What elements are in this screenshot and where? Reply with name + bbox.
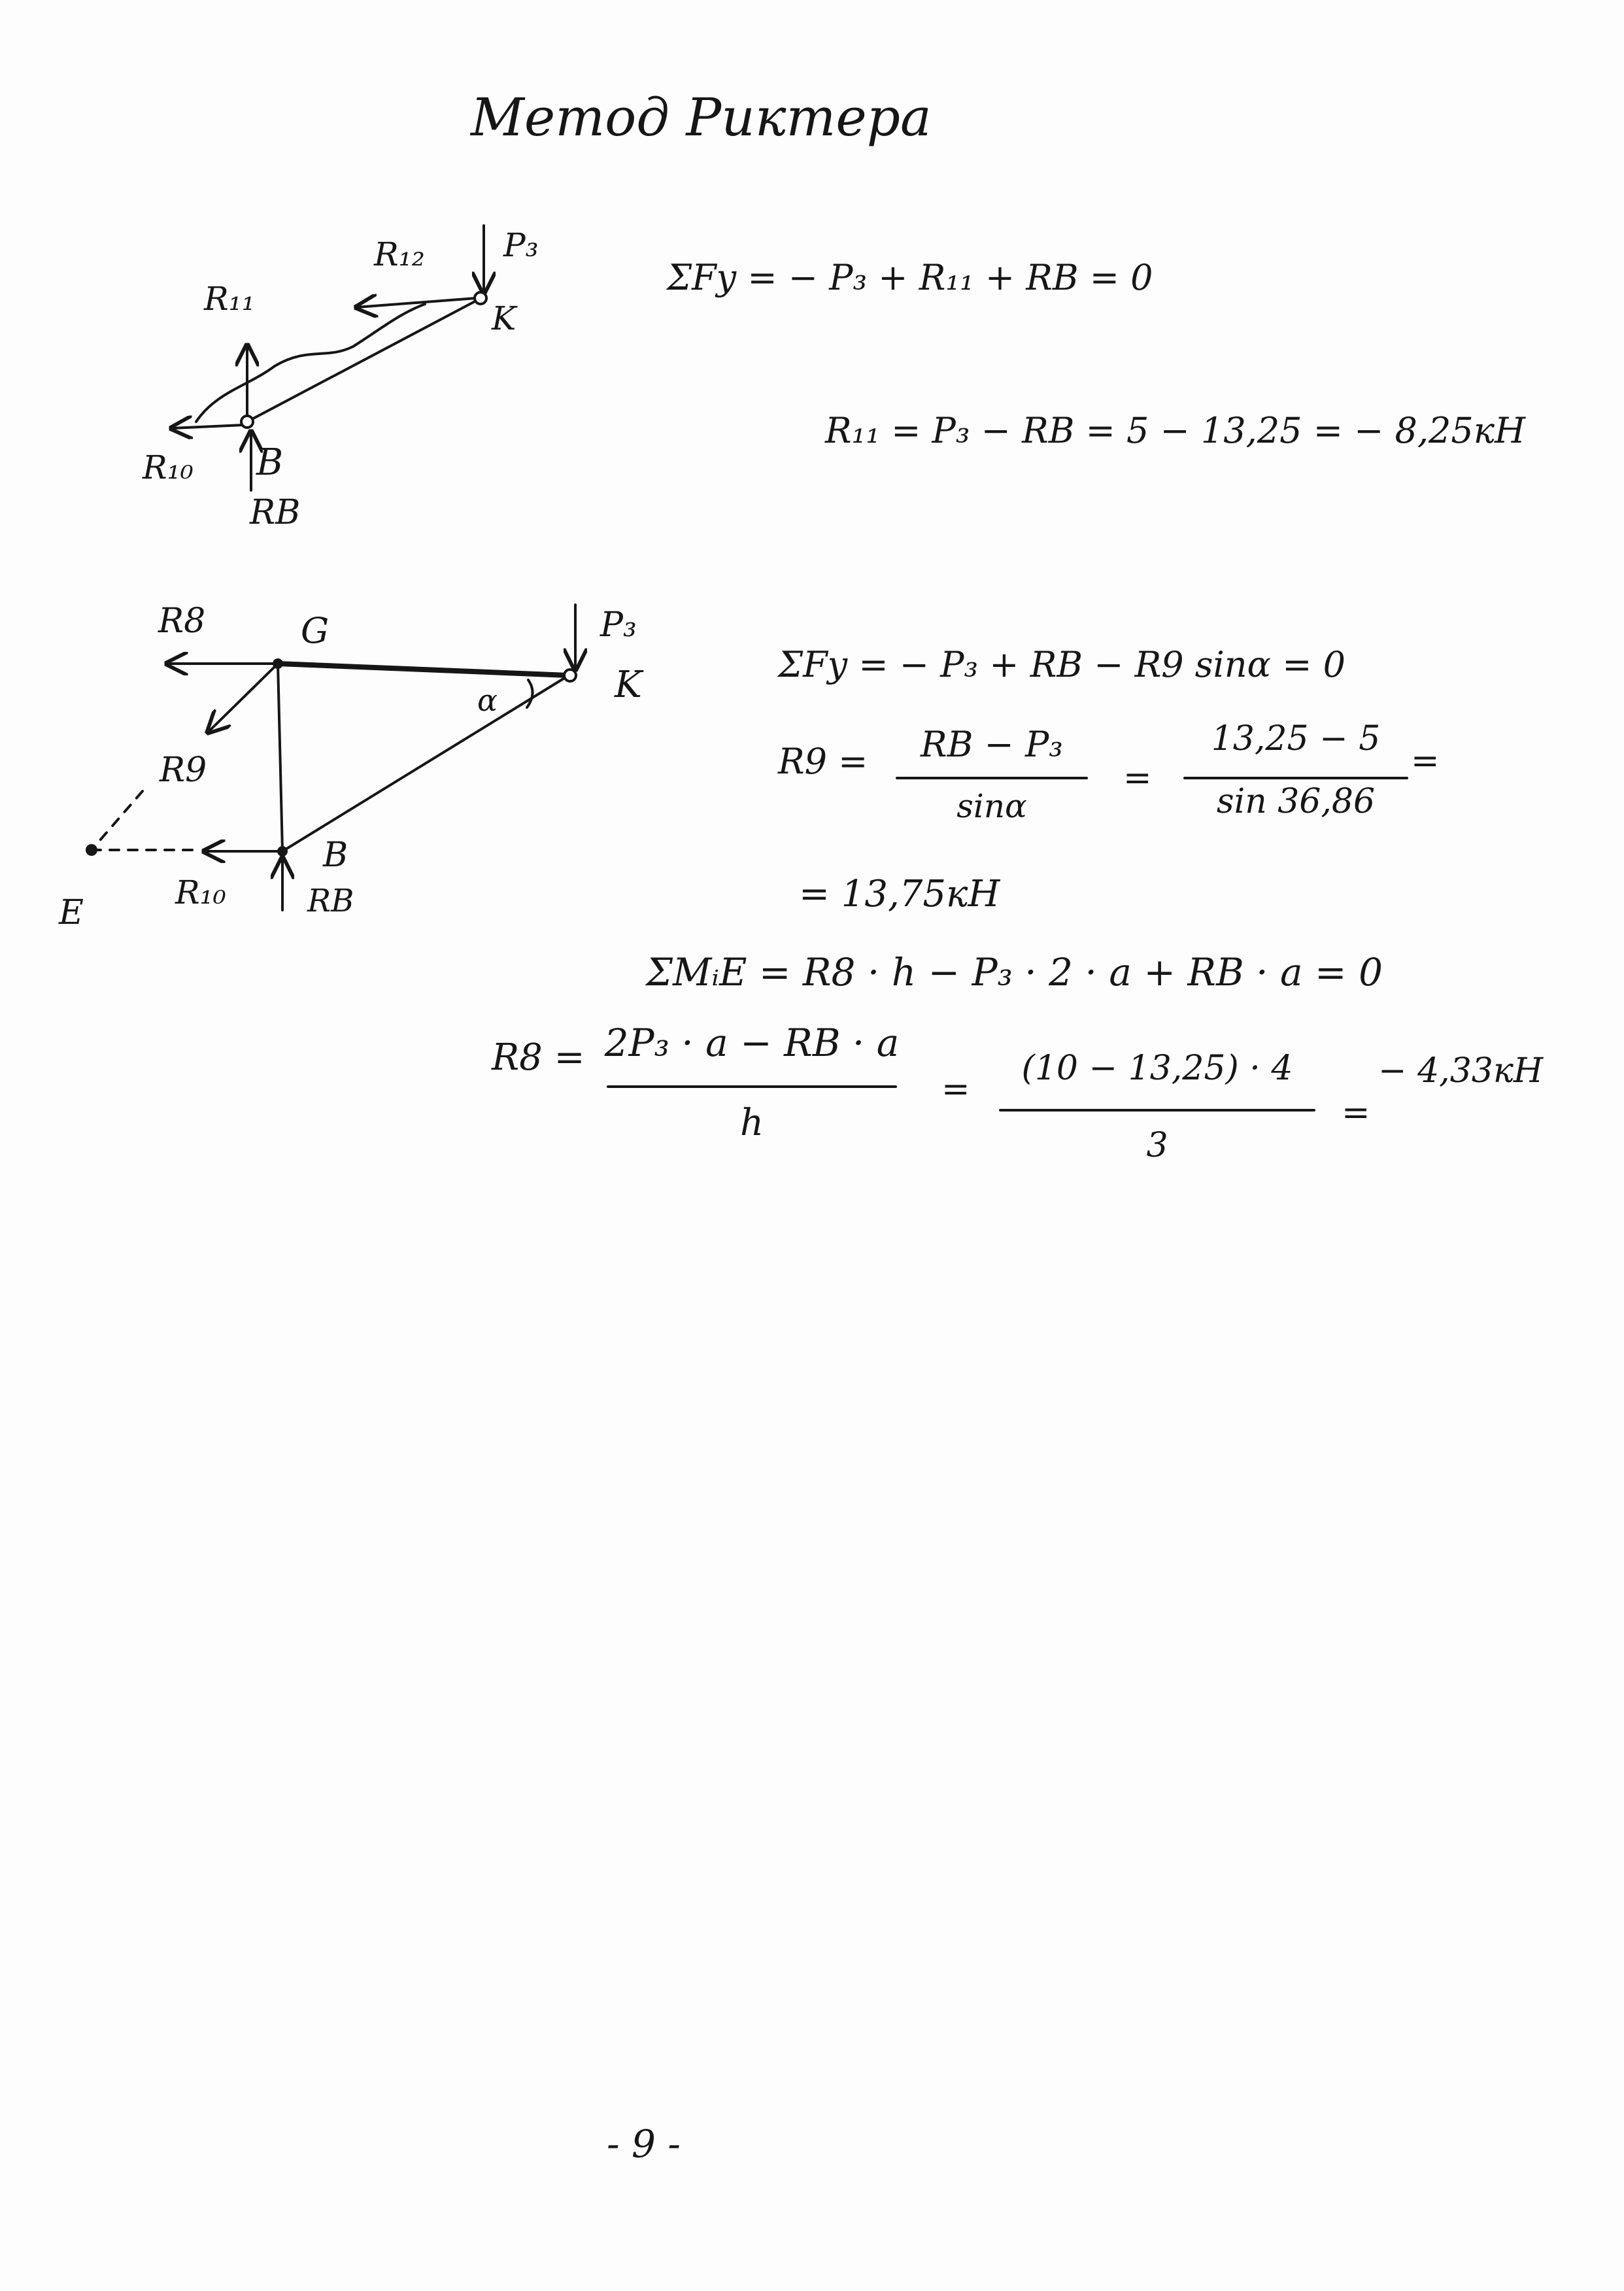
label-g: G	[301, 610, 330, 651]
angle-arc	[527, 680, 533, 707]
equation-r8-equals-2: =	[1342, 1093, 1370, 1132]
arrow-r10-1	[171, 425, 243, 428]
label-r10: R₁₀	[143, 449, 194, 486]
label-rb: RB	[307, 883, 354, 919]
equation-sum-fy-1: ΣFy = − P₃ + R₁₁ + RB = 0	[667, 257, 1153, 298]
page-number: - 9 -	[607, 2122, 681, 2166]
label-e: E	[59, 893, 84, 932]
fraction-r8-numerator: 2P₃ · a − RB · a	[604, 1021, 900, 1065]
node-k-1	[475, 292, 486, 304]
node-b-2	[277, 846, 288, 857]
equation-r11-result: R₁₁ = P₃ − RB = 5 − 13,25 = − 8,25кН	[825, 410, 1526, 451]
equation-sum-fy-2: ΣFy = − P₃ + RB − R9 sinα = 0	[778, 644, 1345, 685]
section-cut-line	[196, 304, 425, 422]
line-of-action-r9	[92, 791, 143, 850]
equation-r8-result: − 4,33кН	[1378, 1051, 1544, 1091]
label-r9: R9	[160, 751, 207, 790]
node-g	[273, 658, 283, 669]
member-g-b	[278, 664, 282, 851]
node-b-1	[241, 416, 253, 428]
member-g-k	[278, 664, 569, 675]
label-r8: R8	[158, 602, 206, 641]
fraction-r8-values-denominator: 3	[1146, 1126, 1168, 1165]
fraction-r9-values-numerator: 13,25 − 5	[1211, 719, 1381, 758]
fraction-r8-values-numerator: (10 − 13,25) · 4	[1021, 1049, 1293, 1088]
label-r10: R₁₀	[175, 874, 226, 911]
arrow-r9	[208, 664, 278, 732]
diagram-1	[171, 226, 486, 490]
arrow-r12	[356, 298, 476, 307]
fraction-r9-values-denominator: sin 36,86	[1216, 782, 1376, 821]
equation-r8-equals: =	[941, 1070, 970, 1109]
node-k-2	[564, 670, 576, 681]
equation-r8-lhs: R8 =	[492, 1036, 585, 1079]
label-r12: R₁₂	[374, 235, 425, 273]
fraction-r9-numerator: RB − P₃	[921, 724, 1063, 765]
fraction-r9-denominator: sinα	[956, 787, 1027, 825]
fraction-r8-denominator: h	[739, 1102, 764, 1144]
equation-r9-equals: =	[1123, 758, 1152, 798]
page-title: Метод Риктера	[471, 87, 932, 148]
label-rb: RB	[250, 493, 301, 532]
member-b-k	[247, 299, 479, 422]
equation-r9-lhs: R9 =	[778, 741, 868, 782]
equation-r9-result: = 13,75кН	[799, 873, 1000, 915]
label-b: B	[323, 836, 348, 875]
label-k: K	[492, 299, 516, 337]
member-b-k	[282, 675, 569, 851]
label-k: K	[615, 664, 642, 706]
label-p3: P₃	[600, 605, 637, 645]
label-p3: P₃	[503, 226, 539, 264]
label-alpha: α	[477, 683, 498, 718]
point-e	[86, 844, 97, 856]
equation-sum-moments-e: ΣMᵢE = R8 · h − P₃ · 2 · a + RB · a = 0	[646, 950, 1383, 994]
label-r11: R₁₁	[204, 280, 255, 318]
label-b: B	[256, 441, 284, 484]
equation-r9-equals-2: =	[1411, 741, 1440, 781]
